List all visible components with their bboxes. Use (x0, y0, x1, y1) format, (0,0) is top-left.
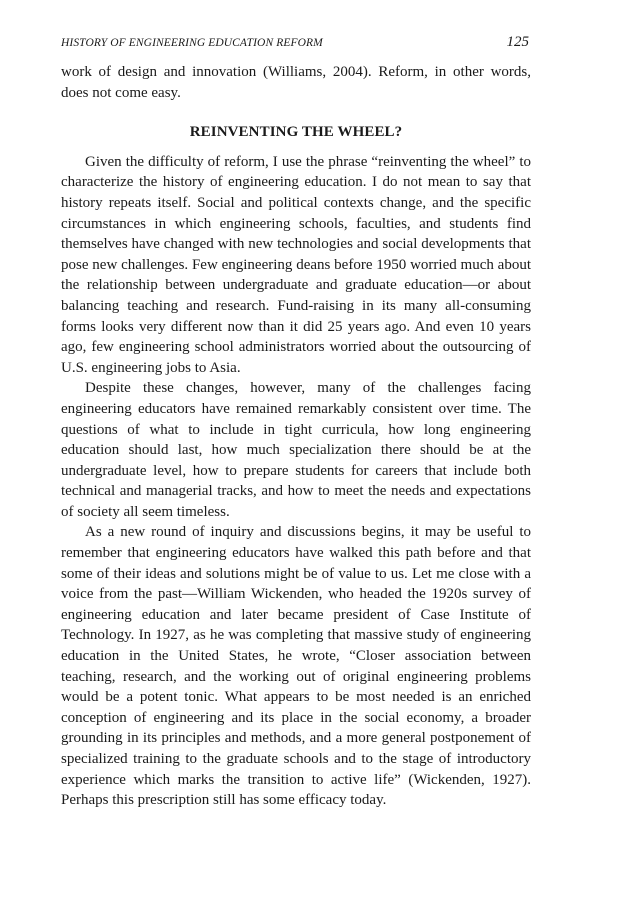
running-head-title: HISTORY OF ENGINEERING EDUCATION REFORM (61, 37, 323, 49)
page-number: 125 (506, 34, 529, 50)
paragraph-3: As a new round of inquiry and discussions begins, it may be useful to remember that engineering educators have walked this path before and that some of their ideas and solutions might be of value to us. Let me close with a voice from the past—William Wickenden, who headed the 1920s survey of engineering education and later became president of Case Institute of Technology. In 1927, as he was completing that massive study of engineering education in the United States, he wrote, “Closer association between teaching, research, and the working out of original engineering problems would be a potent tonic. What appears to be most needed is an enriched conception of engineering and its place in the social economy, a broader grounding in its principles and methods, and a more general postponement of specialized training to the graduate schools and to the stage of introductory experience which marks the transition to active life” (Wickenden, 1927). Perhaps this prescription still has some efficacy today. (61, 524, 531, 809)
paragraph-1: Given the difficulty of reform, I use the phrase “reinventing the wheel” to characterize the history of engineering education. I do not mean to say that history repeats itself. Social and political contexts change, and the specific circumstances in which engineering schools, faculties, and students find themselves have changed with new technologies and social developments that pose new challenges. Few engineering deans before 1950 worried much about the relationship between undergraduate and graduate education—or about balancing teaching and research. Fund-raising in its many all-consuming forms looks very different now than it did 25 years ago. And even 10 years ago, few engineering school administrators worried about the outsourcing of U.S. engineering jobs to Asia. (61, 153, 531, 376)
section-heading: REINVENTING THE WHEEL? (189, 124, 403, 141)
paragraph-2: Despite these changes, however, many of the challenges facing engineering educators have remained remarkably consistent over time. The questions of what to include in tight curricula, how long engineering education should last, how much specialization there should be at the undergraduate level, how to prepare students for careers that include both technical and managerial tracks, and how to meet the needs and expectations of society all seem timeless. (61, 380, 531, 520)
book-page (61, 34, 531, 811)
body-text (61, 62, 531, 811)
running-head (61, 34, 531, 56)
carryover-paragraph: work of design and innovation (Williams, 2004). Reform, in other words, does not come easy. (61, 64, 531, 101)
